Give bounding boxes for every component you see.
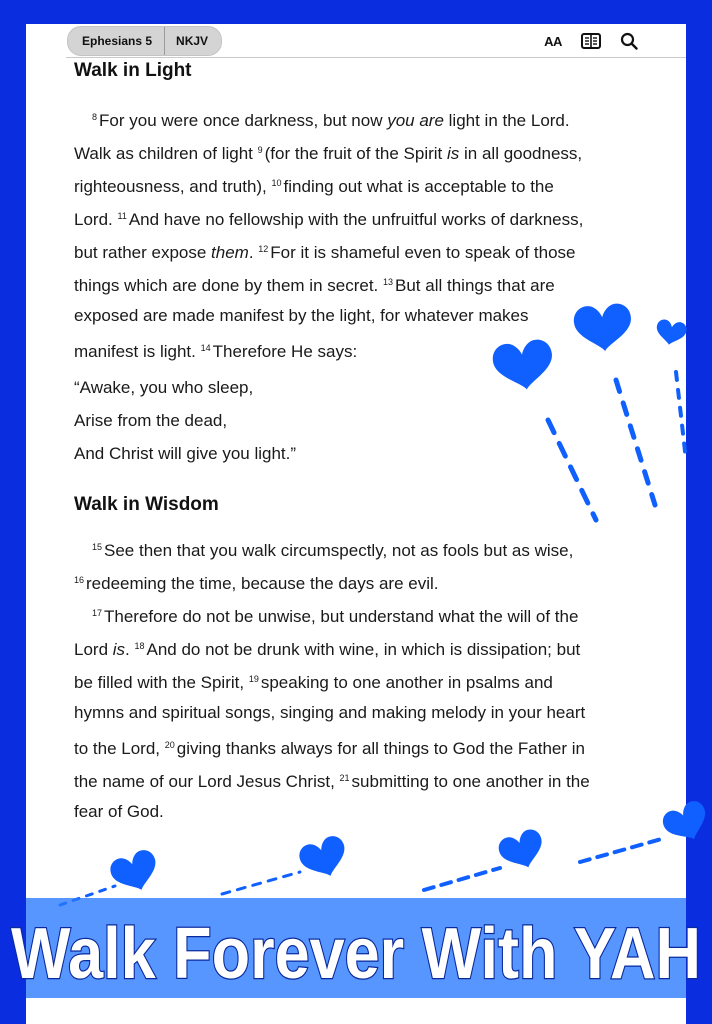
caption-text-svg <box>0 898 712 998</box>
caption-text: Walk Forever With YAH <box>11 914 701 994</box>
verse-number: 11 <box>117 211 127 221</box>
verse-line: $^{15}$ See then that you walk circumspectly, not as fools but as wise, <box>92 541 574 560</box>
version-button[interactable]: NKJV <box>176 34 209 48</box>
poem-line: And Christ will give you light.” <box>74 444 297 463</box>
verse-number: 21 <box>339 773 350 783</box>
verse-number: 10 <box>271 178 282 188</box>
verse-line: fear of God. <box>74 802 164 821</box>
verse-line: Walk as children of light $^9$ (for the fruit of the Spirit is in all goodness, <box>74 144 583 163</box>
section-heading: Walk in Wisdom <box>74 494 219 515</box>
verse-number: 16 <box>74 575 85 585</box>
chapter-text <box>74 54 674 828</box>
verse-line: to the Lord, $^{20}$ giving thanks always for all things to God the Father in <box>74 739 585 758</box>
verse-number: 19 <box>248 674 259 684</box>
verse-line: Lord. $^{11}$ And have no fellowship with the unfruitful works of darkness, <box>74 210 584 229</box>
font-size-icon[interactable] <box>542 30 564 52</box>
verse-number: 20 <box>164 740 175 750</box>
verse-line: be filled with the Spirit, $^{19}$ speaking to one another in psalms and <box>74 673 553 692</box>
verse-line: the name of our Lord Jesus Christ, $^{21}$ submitting to one another in the <box>74 772 590 791</box>
verse-number: 18 <box>134 641 145 651</box>
verse-number: 14 <box>200 343 211 353</box>
verse-line: $^8$ For you were once darkness, but now you are light in the Lord. <box>92 111 570 130</box>
verse-number: 9 <box>257 145 263 155</box>
verse-line: Lord is. $^{18}$ And do not be drunk with wine, in which is dissipation; but <box>74 640 581 659</box>
toolbar-icons <box>542 30 640 52</box>
reader-page <box>26 24 686 1024</box>
verse-line: exposed are made manifest by the light, for whatever makes <box>74 306 529 325</box>
chapter-selector[interactable] <box>67 26 222 56</box>
verse-line: things which are done by them in secret. $^{13}$ But all things that are <box>74 276 555 295</box>
verse-number: 8 <box>92 112 98 122</box>
font-size-label: AA <box>544 33 562 49</box>
verse-line: $^{17}$ Therefore do not be unwise, but understand what the will of the <box>92 607 579 626</box>
verse-number: 17 <box>92 608 103 618</box>
verse-line: but rather expose them. $^{12}$ For it is shameful even to speak of those <box>74 243 576 262</box>
search-icon[interactable] <box>618 30 640 52</box>
poem-line: Arise from the dead, <box>74 411 228 430</box>
section-heading: Walk in Light <box>74 60 192 81</box>
reader-toolbar <box>26 24 686 58</box>
verse-line: manifest is light. $^{14}$ Therefore He says: <box>74 342 358 361</box>
verse-line: $^{16}$ redeeming the time, because the days are evil. <box>74 574 439 593</box>
verse-line: righteousness, and truth), $^{10}$ finding out what is acceptable to the <box>74 177 554 196</box>
book-chapter-button[interactable]: Ephesians 5 <box>68 27 165 55</box>
verse-number: 13 <box>383 277 394 287</box>
verse-line: hymns and spiritual songs, singing and making melody in your heart <box>74 703 586 722</box>
book-icon[interactable] <box>580 30 602 52</box>
verse-number: 12 <box>258 244 269 254</box>
poem-line: “Awake, you who sleep, <box>74 378 254 397</box>
verse-number: 15 <box>92 542 103 552</box>
